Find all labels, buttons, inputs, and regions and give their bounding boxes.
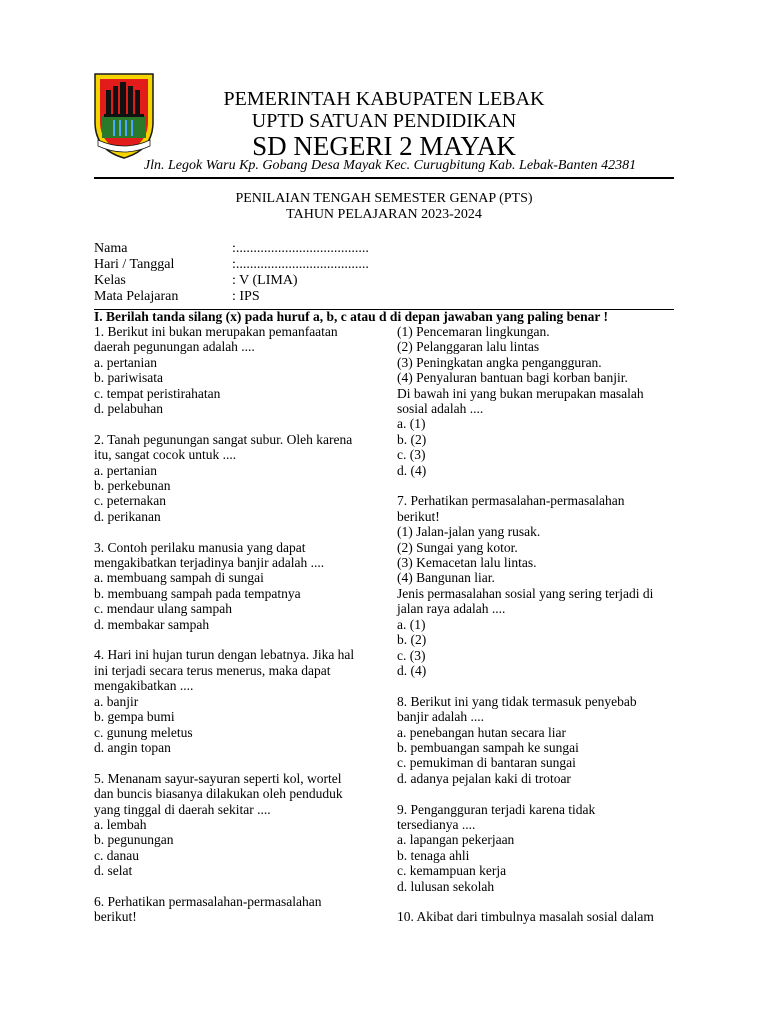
- question-line: d. selat: [94, 863, 133, 879]
- question-line: 9. Pengangguran terjadi karena tidak: [397, 801, 596, 817]
- question-line: b. pariwisata: [94, 370, 163, 386]
- identity-row-date: [94, 257, 369, 273]
- question-line: d. membakar sampah: [94, 616, 210, 632]
- line-gap: [94, 755, 384, 770]
- question-line: (1) Pencemaran lingkungan.: [397, 324, 550, 339]
- question-line: mengakibatkan terjadinya banjir adalah ....: [94, 555, 325, 571]
- question-line: d. adanya pejalan kaki di trotoar: [397, 770, 571, 786]
- question-line: d. lulusan sekolah: [397, 878, 495, 894]
- question-line: b. gempa bumi: [94, 709, 175, 725]
- line-gap: [397, 678, 677, 693]
- question-line: b. pembuangan sampah ke sungai: [397, 739, 579, 755]
- question-line: c. gunung meletus: [94, 724, 193, 740]
- header-school-name: SD NEGERI 2 MAYAK: [252, 131, 516, 161]
- question-line: c. kemampuan kerja: [397, 863, 507, 879]
- question-line: 3. Contoh perilaku manusia yang dapat: [94, 539, 306, 555]
- identity-label: Kelas: [94, 273, 126, 288]
- question-line: berikut!: [94, 909, 137, 925]
- question-line: berikut!: [397, 508, 440, 524]
- question-line: b. (2): [397, 632, 427, 648]
- question-line: ini terjadi secara terus menerus, maka dapat: [94, 662, 331, 678]
- question-line: b. perkebunan: [94, 478, 171, 494]
- identity-label: Mata Pelajaran: [94, 289, 179, 304]
- question-line: mengakibatkan ....: [94, 678, 194, 694]
- question-line: (3) Peningkatan angka pengangguran.: [397, 354, 602, 370]
- identity-value: : V (LIMA): [232, 273, 298, 288]
- question-line: (2) Pelanggaran lalu lintas: [397, 339, 540, 355]
- identity-value[interactable]: :......................................: [232, 257, 369, 272]
- question-line: 4. Hari ini hujan turun dengan lebatnya. Jika hal: [94, 647, 355, 663]
- question-line: a. lapangan pekerjaan: [397, 832, 515, 848]
- question-line: c. peternakan: [94, 493, 166, 509]
- identity-row-class: [94, 273, 369, 289]
- question-line: a. penebangan hutan secara liar: [397, 724, 567, 740]
- line-gap: [94, 524, 384, 539]
- question-line: b. membuang sampah pada tempatnya: [94, 585, 301, 601]
- line-gap: [397, 894, 677, 909]
- question-line: 2. Tanah pegunungan sangat subur. Oleh karena: [94, 431, 353, 447]
- question-line: d. (4): [397, 462, 427, 478]
- question-line: itu, sangat cocok untuk ....: [94, 447, 237, 463]
- question-line: c. (3): [397, 647, 426, 663]
- question-line: 5. Menanam sayur-sayuran seperti kol, wortel: [94, 770, 342, 786]
- question-line: b. pegunungan: [94, 832, 174, 848]
- school-address: Jln. Legok Waru Kp. Gobang Desa Mayak Kec. Curugbitung Kab. Lebak-Banten 42381: [143, 158, 637, 173]
- question-line: a. membuang sampah di sungai: [94, 570, 264, 586]
- exam-year: TAHUN PELAJARAN 2023-2024: [286, 207, 482, 222]
- question-line: c. (3): [397, 447, 426, 463]
- question-line: 8. Berikut ini yang tidak termasuk penyebab: [397, 693, 637, 709]
- header-divider: [94, 177, 674, 179]
- header-unit: UPTD SATUAN PENDIDIKAN: [251, 110, 517, 132]
- identity-row-subject: [94, 289, 369, 305]
- question-line: d. angin topan: [94, 739, 171, 755]
- question-line: dan buncis biasanya dilakukan oleh penduduk: [94, 786, 343, 802]
- question-line: sosial adalah ....: [397, 401, 484, 417]
- question-line: b. tenaga ahli: [397, 847, 470, 863]
- identity-label: Hari / Tanggal: [94, 257, 175, 272]
- question-line: daerah pegunungan adalah ....: [94, 339, 255, 355]
- question-line: d. pelabuhan: [94, 401, 163, 417]
- question-line: tersedianya ....: [397, 816, 476, 832]
- question-line: d. perikanan: [94, 508, 161, 524]
- question-line: 10. Akibat dari timbulnya masalah sosial dalam: [397, 909, 654, 925]
- instruction-text: I. Berilah tanda silang (x) pada huruf a, b, c atau d di depan jawaban yang paling benar !: [94, 309, 608, 324]
- identity-row-name: [94, 241, 369, 257]
- question-line: c. mendaur ulang sampah: [94, 601, 232, 617]
- line-gap: [397, 478, 677, 493]
- question-line: a. (1): [397, 616, 426, 632]
- question-line: b. (2): [397, 431, 427, 447]
- identity-label: Nama: [94, 241, 128, 256]
- regency-logo: [92, 70, 156, 160]
- question-line: (4) Bangunan liar.: [397, 570, 495, 586]
- line-gap: [397, 786, 677, 801]
- identity-value[interactable]: :......................................: [232, 241, 369, 256]
- line-gap: [94, 632, 384, 647]
- question-line: a. pertanian: [94, 354, 157, 370]
- questions-right-column: [397, 324, 677, 925]
- question-line: Jenis permasalahan sosial yang sering terjadi di: [397, 585, 654, 601]
- identity-value: : IPS: [232, 289, 260, 304]
- question-line: c. pemukiman di bantaran sungai: [397, 755, 576, 771]
- question-line: c. danau: [94, 847, 139, 863]
- header-government: PEMERINTAH KABUPATEN LEBAK: [223, 88, 545, 110]
- question-line: jalan raya adalah ....: [397, 601, 506, 617]
- question-line: a. (1): [397, 416, 426, 432]
- question-line: yang tinggal di daerah sekitar ....: [94, 801, 271, 817]
- question-line: Di bawah ini yang bukan merupakan masalah: [397, 385, 644, 401]
- question-line: a. lembah: [94, 816, 147, 832]
- question-line: a. pertanian: [94, 462, 157, 478]
- line-gap: [94, 416, 384, 431]
- line-gap: [94, 879, 384, 894]
- question-line: (3) Kemacetan lalu lintas.: [397, 555, 537, 571]
- questions-left-column: [94, 324, 384, 925]
- question-line: d. (4): [397, 662, 427, 678]
- question-line: (4) Penyaluran bantuan bagi korban banjir.: [397, 370, 628, 386]
- question-line: a. banjir: [94, 693, 139, 709]
- question-line: 7. Perhatikan permasalahan-permasalahan: [397, 493, 625, 509]
- exam-title: PENILAIAN TENGAH SEMESTER GENAP (PTS): [235, 191, 533, 206]
- question-line: 1. Berikut ini bukan merupakan pemanfaatan: [94, 324, 338, 339]
- question-line: (2) Sungai yang kotor.: [397, 539, 518, 555]
- question-line: 6. Perhatikan permasalahan-permasalahan: [94, 893, 322, 909]
- question-line: (1) Jalan-jalan yang rusak.: [397, 524, 541, 540]
- question-line: c. tempat peristirahatan: [94, 385, 221, 401]
- student-identity-block: [94, 241, 369, 305]
- question-line: banjir adalah ....: [397, 709, 484, 725]
